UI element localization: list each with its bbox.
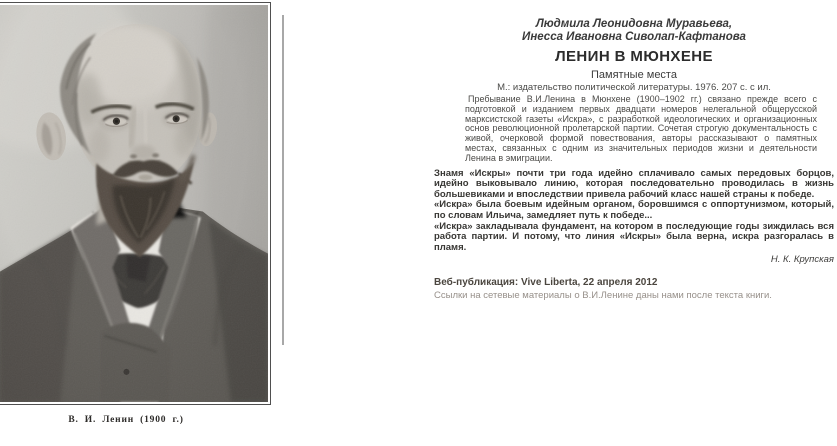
book-subtitle: Памятные места — [591, 69, 677, 81]
author-line-2: Инесса Ивановна Сиволап-Кафтанова — [522, 30, 746, 43]
photo-caption: В. И. Ленин (1900 г.) — [68, 415, 184, 425]
page-fold-line — [282, 15, 284, 345]
lenin-portrait-image — [0, 5, 268, 402]
article — [434, 0, 834, 301]
quote-attribution: Н. К. Крупская — [770, 254, 834, 266]
quote-paragraph-3: «Искра» закладывала фундамент, на котором в последующие годы зиждилась вся работа партии. И потому, что линия «Искры» была верна, искра разгоралась в пламя. — [434, 220, 834, 253]
book-title: ЛЕНИН В МЮНХЕНЕ — [555, 48, 713, 65]
krupskaya-quote — [434, 169, 834, 254]
lenin-photo-frame — [0, 2, 271, 405]
author-line-1: Людмила Леонидовна Муравьева, — [535, 18, 733, 30]
links-note: Ссылки на сетевые материалы о В.И.Ленине даны нами после текста книги. — [434, 290, 772, 302]
quote-paragraph-2: «Искра» была боевым идейным органом, боровшимся с оппортунизмом, который, по словам Ильича, замедляет путь к победе... — [434, 199, 834, 221]
authors-block — [434, 0, 834, 43]
imprint: М.: издательство политической литературы. 1976. 207 с. с ил. — [497, 82, 771, 93]
annotation-paragraph: Пребывание В.И.Ленина в Мюнхене (1900–1902 гг.) связано прежде всего с подготовкой и изданием первых двадцати номеров нелегальной общерусской марксистской газеты «Искра», с разработкой идеологических и организационных основ революционной пролетарской партии. Сочетая строгую документальность с живой, очерковой формой повествования, авторы рассказывают о памятных местах, связанных с одним из значительных периодов жизни и деятельности Ленина в эмиграции. — [465, 94, 817, 163]
quote-paragraph-1: Знамя «Искры» почти три года идейно сплачивало самых передовых борцов, идейно выковывало линию, которая последовательно проводилась в жизнь большевиками и впоследствии привела рабочий класс нашей страны к победе. — [434, 167, 834, 200]
web-publication-line: Веб-публикация: Vive Liberta, 22 апреля 2012 — [434, 277, 658, 289]
